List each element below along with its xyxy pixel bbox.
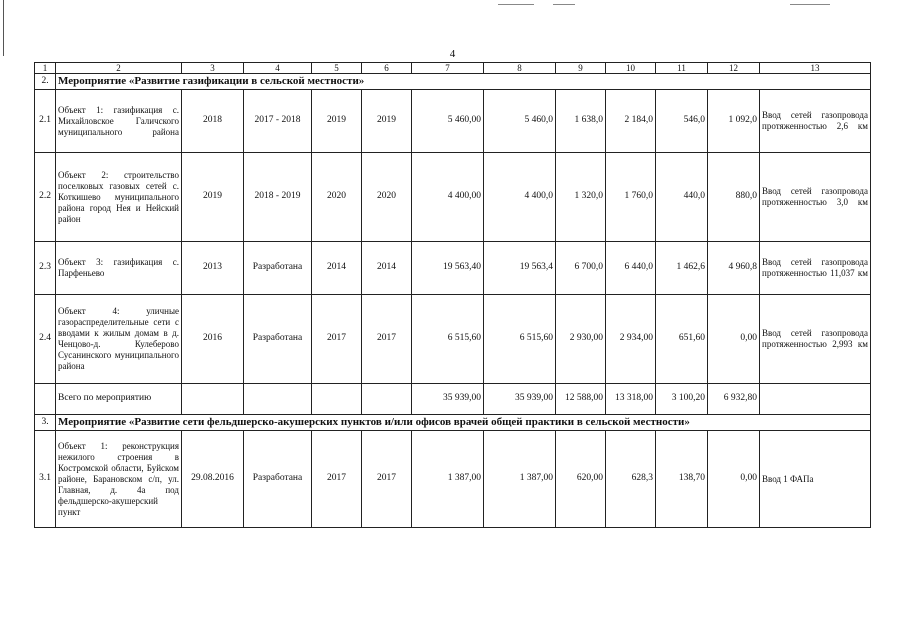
object-name: Объект 2: строительство поселковых газовых сетей с. Коткишево муниципального района город Нея и Нейский район xyxy=(56,153,182,242)
page-number: 4 xyxy=(449,48,456,60)
cell-col4: Разработана xyxy=(244,242,312,295)
section-header-row xyxy=(35,74,871,90)
column-number: 7 xyxy=(412,63,484,74)
cell-col11: 651,60 xyxy=(656,295,708,384)
cell-col12: 880,0 xyxy=(708,153,760,242)
total-col7: 35 939,00 xyxy=(412,384,484,415)
cell-col3: 2013 xyxy=(182,242,244,295)
column-number: 2 xyxy=(56,63,182,74)
cell-col11: 1 462,6 xyxy=(656,242,708,295)
section-code: 2. xyxy=(35,74,56,90)
cell-col3: 29.08.2016 xyxy=(182,431,244,528)
cell-col4: 2017 - 2018 xyxy=(244,90,312,153)
cell-col3: 2016 xyxy=(182,295,244,384)
total-col10: 13 318,00 xyxy=(606,384,656,415)
column-number: 4 xyxy=(244,63,312,74)
cell-col5: 2020 xyxy=(312,153,362,242)
cell-col4: Разработана xyxy=(244,431,312,528)
cell-col10: 2 934,00 xyxy=(606,295,656,384)
cell-col4: 2018 - 2019 xyxy=(244,153,312,242)
total-col8: 35 939,00 xyxy=(484,384,556,415)
result-text: Ввод 1 ФАПа xyxy=(760,431,871,528)
cell-col10: 628,3 xyxy=(606,431,656,528)
empty-cell xyxy=(244,384,312,415)
cell-col7: 6 515,60 xyxy=(412,295,484,384)
empty-cell xyxy=(35,384,56,415)
column-number: 5 xyxy=(312,63,362,74)
empty-cell xyxy=(362,384,412,415)
empty-cell xyxy=(182,384,244,415)
section-header-row xyxy=(35,415,871,431)
cell-col11: 546,0 xyxy=(656,90,708,153)
total-row xyxy=(35,384,871,415)
row-number: 2.3 xyxy=(35,242,56,295)
scan-mark xyxy=(553,4,575,5)
cell-col3: 2019 xyxy=(182,153,244,242)
section-title: Мероприятие «Развитие сети фельдшерско-акушерских пунктов и/или офисов врачей общей практики в сельской местности» xyxy=(56,415,871,431)
total-label: Всего по мероприятию xyxy=(56,384,182,415)
cell-col10: 6 440,0 xyxy=(606,242,656,295)
cell-col8: 4 400,0 xyxy=(484,153,556,242)
column-number: 8 xyxy=(484,63,556,74)
cell-col6: 2020 xyxy=(362,153,412,242)
cell-col4: Разработана xyxy=(244,295,312,384)
empty-cell xyxy=(312,384,362,415)
cell-col6: 2019 xyxy=(362,90,412,153)
cell-col8: 1 387,00 xyxy=(484,431,556,528)
cell-col6: 2017 xyxy=(362,431,412,528)
cell-col9: 620,00 xyxy=(556,431,606,528)
cell-col9: 2 930,00 xyxy=(556,295,606,384)
cell-col10: 2 184,0 xyxy=(606,90,656,153)
cell-col7: 4 400,00 xyxy=(412,153,484,242)
column-number: 12 xyxy=(708,63,760,74)
cell-col5: 2014 xyxy=(312,242,362,295)
cell-col7: 1 387,00 xyxy=(412,431,484,528)
table-row xyxy=(35,431,871,528)
column-number: 6 xyxy=(362,63,412,74)
cell-col9: 1 320,0 xyxy=(556,153,606,242)
column-number: 9 xyxy=(556,63,606,74)
cell-col5: 2017 xyxy=(312,295,362,384)
cell-col11: 440,0 xyxy=(656,153,708,242)
row-number: 2.1 xyxy=(35,90,56,153)
section-title: Мероприятие «Развитие газификации в сельской местности» xyxy=(56,74,871,90)
cell-col8: 6 515,60 xyxy=(484,295,556,384)
object-name: Объект 3: газификация с. Парфеньево xyxy=(56,242,182,295)
column-number: 3 xyxy=(182,63,244,74)
cell-col12: 0,00 xyxy=(708,295,760,384)
total-col11: 3 100,20 xyxy=(656,384,708,415)
result-text: Ввод сетей газопровода протяженностью 3,0 км xyxy=(760,153,871,242)
table-row xyxy=(35,90,871,153)
result-text: Ввод сетей газопровода протяженностью 2,6 км xyxy=(760,90,871,153)
table-row xyxy=(35,295,871,384)
empty-cell xyxy=(760,384,871,415)
cell-col11: 138,70 xyxy=(656,431,708,528)
cell-col5: 2019 xyxy=(312,90,362,153)
row-number: 3.1 xyxy=(35,431,56,528)
row-number: 2.2 xyxy=(35,153,56,242)
object-name: Объект 4: уличные газораспределительные сети с вводами к жилым домам в д. Ченцово-д. Кулеберово Сусанинского муниципального района xyxy=(56,295,182,384)
table-row xyxy=(35,153,871,242)
cell-col7: 5 460,00 xyxy=(412,90,484,153)
column-number-row xyxy=(35,63,871,74)
program-table xyxy=(34,62,871,528)
column-number: 13 xyxy=(760,63,871,74)
column-number: 11 xyxy=(656,63,708,74)
cell-col9: 1 638,0 xyxy=(556,90,606,153)
cell-col8: 5 460,0 xyxy=(484,90,556,153)
column-number: 10 xyxy=(606,63,656,74)
object-name: Объект 1: газификация с. Михайловское Галичского муниципального района xyxy=(56,90,182,153)
scan-mark xyxy=(498,4,534,5)
scan-mark xyxy=(790,4,830,5)
column-number: 1 xyxy=(35,63,56,74)
cell-col8: 19 563,4 xyxy=(484,242,556,295)
table-row xyxy=(35,242,871,295)
section-code: 3. xyxy=(35,415,56,431)
total-col9: 12 588,00 xyxy=(556,384,606,415)
cell-col10: 1 760,0 xyxy=(606,153,656,242)
cell-col12: 4 960,8 xyxy=(708,242,760,295)
cell-col7: 19 563,40 xyxy=(412,242,484,295)
cell-col6: 2017 xyxy=(362,295,412,384)
cell-col12: 1 092,0 xyxy=(708,90,760,153)
total-col12: 6 932,80 xyxy=(708,384,760,415)
cell-col12: 0,00 xyxy=(708,431,760,528)
cell-col9: 6 700,0 xyxy=(556,242,606,295)
row-number: 2.4 xyxy=(35,295,56,384)
cell-col5: 2017 xyxy=(312,431,362,528)
cell-col3: 2018 xyxy=(182,90,244,153)
cell-col6: 2014 xyxy=(362,242,412,295)
result-text: Ввод сетей газопровода протяженностью 11,037 км xyxy=(760,242,871,295)
result-text: Ввод сетей газопровода протяженностью 2,993 км xyxy=(760,295,871,384)
object-name: Объект 1: реконструкция нежилого строения в Костромской области, Буйском районе, Барановском с/п, ул. Главная, д. 4а под фельдшерско-акушерский пункт xyxy=(56,431,182,528)
